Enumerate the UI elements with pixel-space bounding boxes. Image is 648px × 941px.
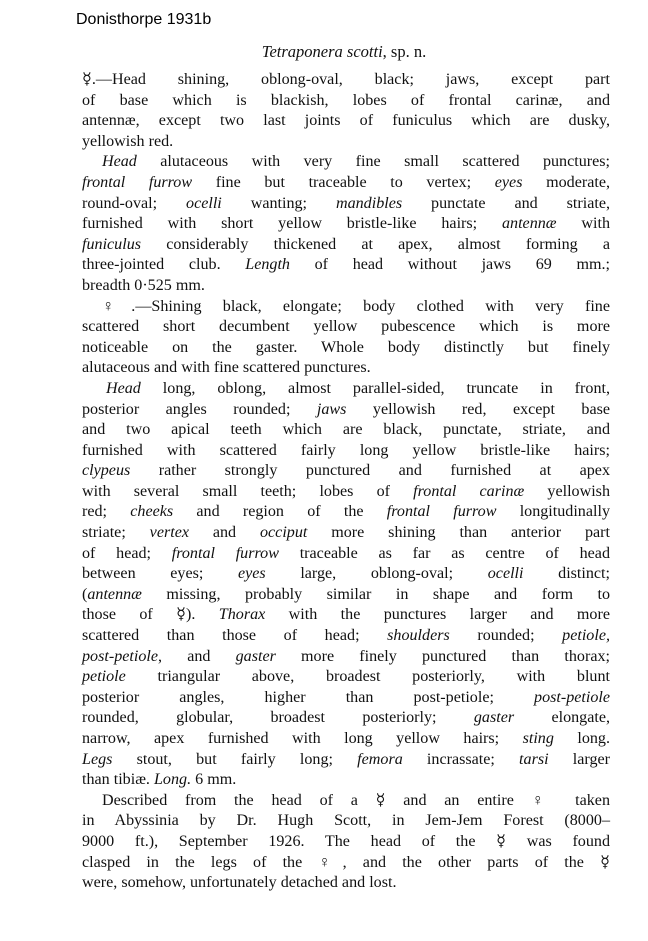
text-run: fine but traceable to vertex;: [192, 173, 495, 191]
italic-term: sting: [522, 730, 554, 747]
text-run: noticeable on the gaster. Whole body distinctly but finely: [82, 338, 610, 356]
text-line: [82, 523, 610, 544]
text-run: and two apical teeth which are black, punctate, striate, and: [82, 421, 610, 439]
text-line: [82, 152, 610, 173]
text-run: distinct;: [523, 565, 610, 583]
italic-term: cheeks: [130, 503, 174, 521]
description-text: [82, 70, 610, 894]
text-line: [82, 770, 610, 791]
text-line: [82, 708, 610, 729]
text-run: those of ☿).: [82, 606, 219, 624]
text-run: and region of the: [173, 503, 387, 521]
text-run: of head;: [82, 544, 172, 562]
text-run: considerably thickened at apex, almost forming a: [141, 235, 610, 253]
italic-term: frontal furrow: [171, 544, 279, 562]
italic-term: post-petiole: [82, 647, 158, 665]
italic-term: Legs: [82, 750, 113, 768]
text-line: [82, 173, 610, 194]
text-line: [82, 873, 610, 894]
text-run: long, oblong, almost parallel-sided, truncate in front,: [140, 379, 610, 397]
italic-term: gaster: [473, 709, 515, 727]
text-run: in Abyssinia by Dr. Hugh Scott, in Jem-Jem Forest (8000–: [82, 812, 610, 830]
text-run: punctate and striate,: [402, 194, 611, 212]
text-run: stout, but fairly long;: [112, 750, 358, 768]
species-name: Tetraponera scotti: [261, 42, 383, 61]
italic-term: antennæ: [87, 585, 142, 603]
italic-term: gaster: [235, 647, 276, 665]
text-line: [82, 729, 610, 750]
text-run: with several small teeth; lobes of: [82, 482, 414, 500]
text-line: [82, 132, 610, 153]
text-run: breadth 0·525 mm.: [82, 276, 205, 294]
text-run: ♀.—Shining black, elongate; body clothed with very fine: [102, 297, 610, 315]
italic-term: frontal furrow: [82, 173, 193, 191]
text-line: [82, 235, 610, 256]
text-line: [82, 379, 610, 400]
text-line: [82, 502, 610, 523]
text-run: and: [188, 524, 260, 542]
species-title: [0, 42, 648, 62]
text-line: [82, 461, 610, 482]
text-line: [82, 605, 610, 626]
text-run: yellowish: [524, 482, 610, 500]
text-run: moderate,: [522, 173, 610, 191]
text-line: [82, 667, 610, 688]
text-line: [82, 297, 610, 318]
text-run: Described from the head of a ☿ and an entire ♀ taken: [102, 791, 610, 809]
text-line: [82, 626, 610, 647]
text-run: wanting;: [221, 194, 336, 212]
text-run: elongate,: [514, 709, 610, 727]
italic-term: funiculus: [82, 235, 142, 253]
italic-term: Head: [102, 153, 137, 171]
text-run: traceable as far as centre of head: [278, 544, 610, 562]
italic-term: jaws: [316, 400, 347, 418]
text-line: [82, 338, 610, 359]
text-run: with the punctures larger and more: [265, 606, 610, 624]
text-run: of head without jaws 69 mm.;: [289, 256, 610, 274]
text-run: more finely punctured than thorax;: [275, 647, 610, 665]
text-run: long.: [553, 730, 610, 747]
italic-term: shoulders: [387, 627, 450, 645]
italic-term: vertex: [149, 524, 189, 542]
italic-term: Thorax: [218, 606, 266, 624]
text-run: with: [556, 215, 610, 233]
text-run: , and: [157, 647, 236, 665]
text-run: 6 mm.: [191, 771, 237, 789]
text-line: [82, 832, 610, 853]
italic-term: clypeus: [82, 462, 131, 480]
text-line: [82, 688, 610, 709]
text-line: [82, 358, 610, 379]
text-run: posterior angles, higher than post-petiole;: [82, 688, 535, 706]
text-line: [82, 255, 610, 276]
text-run: rounded;: [449, 627, 563, 645]
species-suffix: , sp. n.: [382, 42, 427, 61]
text-run: antennæ, except two last joints of funiculus which are dusky,: [82, 112, 610, 130]
italic-term: frontal furrow: [386, 503, 497, 521]
text-run: yellowish red.: [82, 132, 174, 150]
text-line: [82, 791, 610, 812]
text-line: [82, 544, 610, 565]
text-line: [82, 276, 610, 297]
italic-term: ocelli: [186, 194, 222, 212]
text-run: narrow, apex furnished with long yellow hairs;: [82, 730, 523, 747]
italic-term: occiput: [259, 524, 308, 542]
text-run: red;: [82, 503, 131, 521]
italic-term: petiole,: [562, 627, 610, 645]
text-line: [82, 482, 610, 503]
text-line: [82, 194, 610, 215]
text-run: clasped in the legs of the ♀, and the other parts of the ☿: [82, 853, 610, 871]
text-run: missing, probably similar in shape and form to: [141, 585, 610, 603]
text-run: larger: [548, 750, 610, 768]
text-line: [82, 647, 610, 668]
text-line: [82, 585, 610, 606]
text-line: [82, 750, 610, 771]
italic-term: petiole: [82, 668, 126, 686]
text-run: striate;: [82, 524, 150, 542]
italic-term: ocelli: [487, 565, 524, 583]
text-line: [82, 811, 610, 832]
text-run: scattered short decumbent yellow pubescence which is more: [82, 318, 610, 336]
italic-term: femora: [357, 750, 403, 768]
text-run: rounded, globular, broadest posteriorly;: [82, 709, 474, 727]
italic-term: antennæ: [501, 215, 557, 233]
text-run: alutaceous and with fine scattered punctures.: [82, 359, 371, 377]
text-run: of base which is blackish, lobes of frontal carinæ, and: [82, 91, 610, 109]
text-line: [82, 317, 610, 338]
text-run: more shining than anterior part: [307, 524, 610, 542]
text-run: ☿.—Head shining, oblong-oval, black; jaws, except part: [82, 71, 610, 88]
italic-term: mandibles: [335, 194, 403, 212]
text-run: three-jointed club.: [82, 256, 246, 274]
text-run: between eyes;: [82, 565, 238, 583]
italic-term: Long.: [153, 771, 192, 789]
text-line: [82, 853, 610, 874]
text-run: alutaceous with very fine small scattered punctures;: [136, 153, 610, 171]
text-run: incrassate;: [402, 750, 520, 768]
text-line: [82, 420, 610, 441]
text-run: furnished with scattered fairly long yellow bristle-like hairs;: [82, 441, 610, 459]
reference-label: Donisthorpe 1931b: [76, 11, 212, 28]
text-line: [82, 91, 610, 112]
text-line: [82, 400, 610, 421]
italic-term: eyes: [237, 565, 266, 583]
text-run: triangular above, broadest posteriorly, with blunt: [125, 668, 610, 686]
text-run: 9000 ft.), September 1926. The head of the ☿ was found: [82, 832, 610, 850]
italic-term: post-petiole: [534, 688, 610, 706]
text-run: rather strongly punctured and furnished at apex: [130, 462, 610, 480]
text-run: (: [82, 585, 88, 603]
text-line: [82, 111, 610, 132]
text-run: large, oblong-oval;: [265, 565, 488, 583]
text-run: were, somehow, unfortunately detached and lost.: [82, 874, 397, 892]
text-run: furnished with short yellow bristle-like hairs;: [82, 215, 502, 233]
text-line: [82, 564, 610, 585]
text-line: [82, 214, 610, 235]
italic-term: Length: [245, 256, 290, 274]
italic-term: tarsi: [519, 750, 549, 768]
text-run: longitudinally: [496, 503, 610, 521]
italic-term: Head: [106, 379, 141, 397]
italic-term: eyes: [494, 173, 523, 191]
text-run: yellowish red, except base: [346, 400, 611, 418]
italic-term: frontal carinæ: [413, 482, 525, 500]
text-run: than tibiæ.: [82, 771, 154, 789]
text-run: posterior angles rounded;: [82, 400, 317, 418]
text-line: [82, 441, 610, 462]
text-run: round-oval;: [82, 194, 187, 212]
text-line: [82, 70, 610, 91]
text-run: scattered than those of head;: [82, 627, 388, 645]
